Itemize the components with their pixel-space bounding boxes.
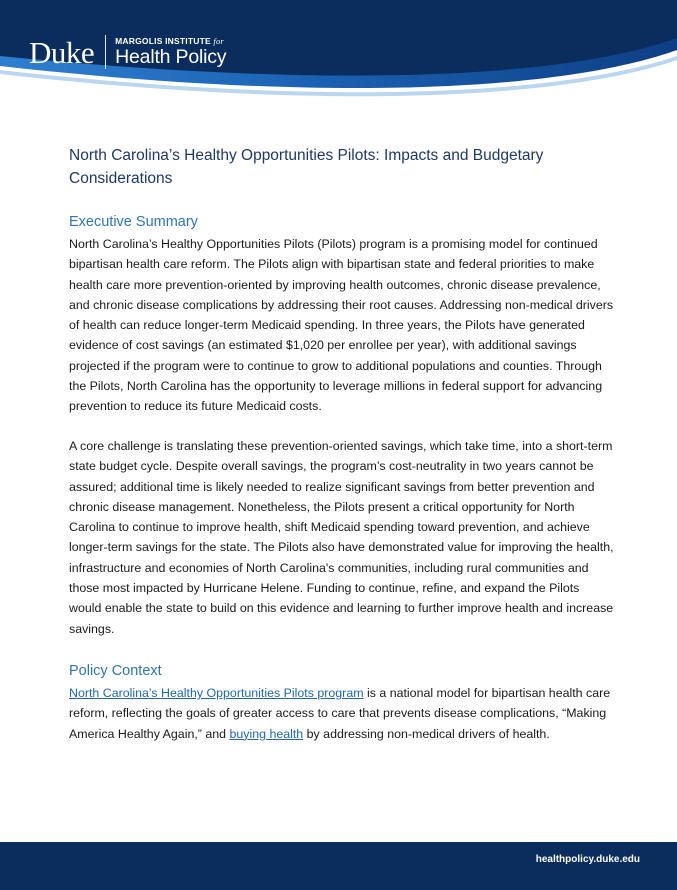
- policy-context-text-1: is a national model for bipartisan health care reform, reflecting the goals of greater access to care that prevents disease complications, “Making America Healthy Again,” and: [69, 686, 611, 741]
- logo-text: [115, 37, 226, 68]
- policy-context-text-2: by addressing non-medical drivers of health.: [303, 726, 550, 741]
- duke-margolis-logo[interactable]: [29, 32, 226, 72]
- policy-context-heading: Policy Context: [69, 663, 162, 679]
- executive-summary-paragraph-2: A core challenge is translating these prevention-oriented savings, which take time, into a short-term state budget cycle. Despite overall savings, the program’s cost-neutrality in two years cannot be assured; additional time is likely needed to realize significant savings from better prevention and chronic disease management. Nonetheless, the Pilots present a critical opportunity for North Carolina to continue to improve health, shift Medicaid spending toward prevention, and achieve longer-term savings for the state. The Pilots also have demonstrated value for improving the health, infrastructure and economies of North Carolina's communities, including rural communities and those most impacted by Hurricane Helene. Funding to continue, refine, and expand the Pilots would enable the state to build on this evidence and learning to further improve health and increase savings.: [69, 439, 614, 636]
- logo-institute: [115, 37, 226, 46]
- executive-summary-paragraph-1: North Carolina’s Healthy Opportunities Pilots (Pilots) program is a promising model for continued bipartisan health care reform. The Pilots align with bipartisan state and federal priorities to make health care more prevention-oriented by improving health outcomes, chronic disease prevalence, and chronic disease complications by addressing their root causes. Addressing non-medical drivers of health can reduce longer-term Medicaid spending. In three years, the Pilots have generated evidence of cost savings (an estimated $1,020 per enrollee per year), with additional savings projected if the program were to continue to grow to additional populations and counties. Through the Pilots, North Carolina has the opportunity to leverage millions in federal support for advancing prevention to reduce its future Medicaid costs.: [69, 237, 614, 414]
- page-footer: [0, 842, 677, 890]
- policy-context-paragraph: [69, 683, 614, 744]
- logo-health-policy: Health Policy: [115, 46, 227, 68]
- logo-divider: [105, 35, 106, 69]
- healthy-opportunities-pilots-link[interactable]: North Carolina’s Healthy Opportunities Pilots program: [69, 686, 364, 700]
- buying-health-link[interactable]: buying health: [229, 726, 304, 741]
- footer-url[interactable]: healthpolicy.duke.edu: [535, 854, 640, 865]
- executive-summary-heading: Executive Summary: [69, 214, 198, 230]
- page-header: [0, 0, 677, 110]
- document-title: North Carolina’s Healthy Opportunities Pilots: Impacts and Budgetary Considerations: [69, 147, 544, 187]
- logo-duke-wordmark: Duke: [29, 34, 95, 70]
- logo-institute-name: MARGOLIS INSTITUTE: [115, 35, 211, 46]
- logo-for: for: [213, 35, 224, 46]
